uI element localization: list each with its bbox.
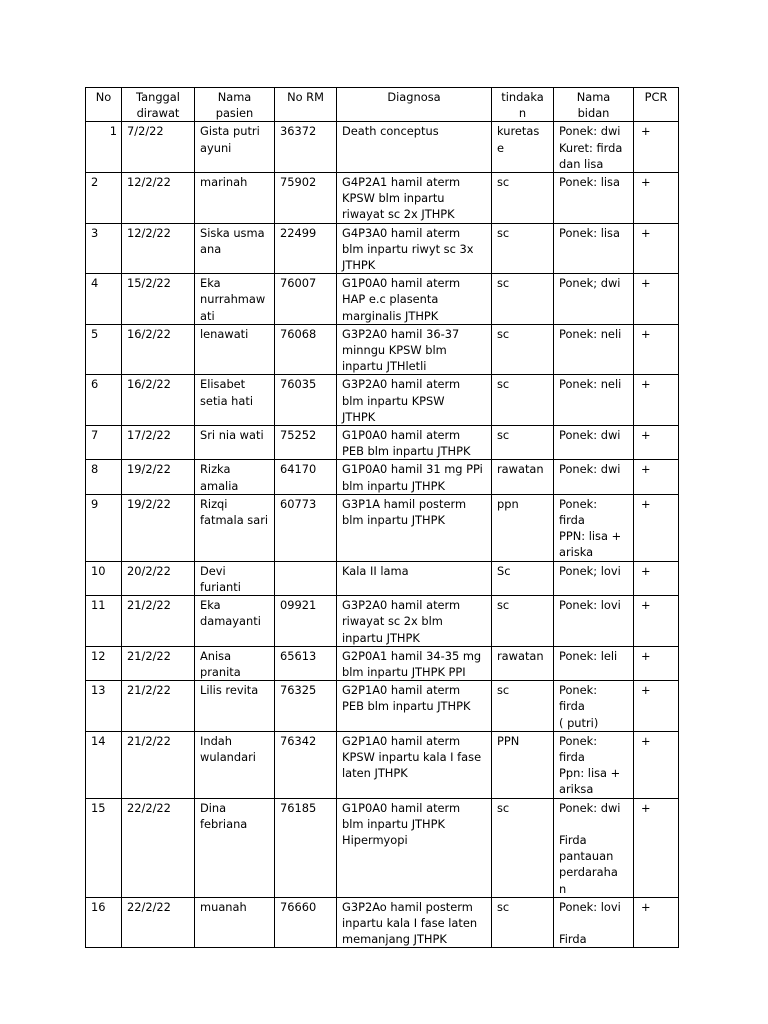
cell-nama-pasien: Rizka amalia	[195, 460, 275, 494]
cell-nama-bidan: Ponek: firda PPN: lisa + ariska	[554, 494, 634, 561]
table-row	[86, 223, 679, 274]
cell-no: 8	[86, 460, 122, 494]
cell-tanggal: 16/2/22	[122, 375, 195, 426]
cell-tanggal: 7/2/22	[122, 122, 195, 173]
cell-tindakan: sc	[492, 223, 554, 274]
cell-pcr: +	[634, 375, 679, 426]
cell-nama-bidan: Ponek: dwi	[554, 460, 634, 494]
cell-no-rm: 75902	[275, 173, 337, 224]
table-row	[86, 897, 679, 948]
cell-tanggal: 21/2/22	[122, 731, 195, 798]
cell-nama-pasien: Lilis revita	[195, 681, 275, 732]
header-row	[86, 88, 679, 122]
table-row	[86, 494, 679, 561]
cell-tindakan: sc	[492, 681, 554, 732]
cell-nama-pasien: Sri nia wati	[195, 426, 275, 460]
cell-pcr: +	[634, 274, 679, 325]
cell-no: 15	[86, 798, 122, 897]
cell-tindakan: sc	[492, 798, 554, 897]
cell-diagnosa: G3P2A0 hamil 36-37 minngu KPSW blm inpartu JTHletli	[337, 324, 492, 375]
cell-tindakan: kuretas e	[492, 122, 554, 173]
cell-nama-bidan: Ponek: lisa	[554, 173, 634, 224]
cell-pcr: +	[634, 223, 679, 274]
cell-no-rm: 36372	[275, 122, 337, 173]
cell-no: 2	[86, 173, 122, 224]
table-row	[86, 731, 679, 798]
cell-tanggal: 22/2/22	[122, 897, 195, 948]
cell-nama-pasien: marinah	[195, 173, 275, 224]
cell-tanggal: 19/2/22	[122, 494, 195, 561]
cell-no-rm: 76007	[275, 274, 337, 325]
cell-nama-bidan: Ponek; lovi	[554, 561, 634, 595]
table-row	[86, 460, 679, 494]
cell-tindakan: sc	[492, 426, 554, 460]
header-nama-pasien: Nama pasien	[195, 88, 275, 122]
cell-tindakan: Sc	[492, 561, 554, 595]
cell-pcr: +	[634, 426, 679, 460]
cell-diagnosa: G1P0A0 hamil aterm blm inpartu JTHPK Hipermyopi	[337, 798, 492, 897]
cell-diagnosa: G1P0A0 hamil 31 mg PPi blm inpartu JTHPK	[337, 460, 492, 494]
cell-tanggal: 16/2/22	[122, 324, 195, 375]
cell-nama-bidan: Ponek: dwi Firda pantauan perdaraha n	[554, 798, 634, 897]
cell-pcr: +	[634, 173, 679, 224]
cell-no: 14	[86, 731, 122, 798]
cell-pcr: +	[634, 324, 679, 375]
cell-no: 5	[86, 324, 122, 375]
cell-tindakan: rawatan	[492, 460, 554, 494]
cell-no-rm: 65613	[275, 646, 337, 680]
cell-nama-bidan: Ponek: neli	[554, 375, 634, 426]
cell-no: 13	[86, 681, 122, 732]
cell-nama-pasien: Gista putri ayuni	[195, 122, 275, 173]
table-body	[86, 122, 679, 948]
cell-pcr: +	[634, 897, 679, 948]
cell-no-rm: 76185	[275, 798, 337, 897]
cell-tanggal: 21/2/22	[122, 646, 195, 680]
header-no-rm: No RM	[275, 88, 337, 122]
cell-nama-bidan: Ponek: lovi	[554, 596, 634, 647]
cell-no-rm: 76342	[275, 731, 337, 798]
table-row	[86, 596, 679, 647]
cell-nama-pasien: Anisa pranita	[195, 646, 275, 680]
cell-tindakan: sc	[492, 173, 554, 224]
table-row	[86, 681, 679, 732]
table-row	[86, 426, 679, 460]
cell-no: 12	[86, 646, 122, 680]
cell-no-rm: 75252	[275, 426, 337, 460]
cell-pcr: +	[634, 561, 679, 595]
table-row	[86, 122, 679, 173]
table-row	[86, 646, 679, 680]
cell-nama-pasien: Indah wulandari	[195, 731, 275, 798]
cell-no-rm: 09921	[275, 596, 337, 647]
header-diagnosa: Diagnosa	[337, 88, 492, 122]
cell-nama-pasien: Devi furianti	[195, 561, 275, 595]
cell-no: 6	[86, 375, 122, 426]
cell-pcr: +	[634, 731, 679, 798]
cell-no: 11	[86, 596, 122, 647]
cell-no-rm: 22499	[275, 223, 337, 274]
cell-no: 10	[86, 561, 122, 595]
cell-nama-bidan: Ponek: lisa	[554, 223, 634, 274]
cell-nama-bidan: Ponek: lovi Firda	[554, 897, 634, 948]
cell-diagnosa: G4P2A1 hamil aterm KPSW blm inpartu riwayat sc 2x JTHPK	[337, 173, 492, 224]
cell-tindakan: rawatan	[492, 646, 554, 680]
cell-tindakan: sc	[492, 596, 554, 647]
table-row	[86, 561, 679, 595]
cell-nama-pasien: lenawati	[195, 324, 275, 375]
header-no: No	[86, 88, 122, 122]
table-row	[86, 324, 679, 375]
cell-no: 1	[86, 122, 122, 173]
cell-tanggal: 12/2/22	[122, 223, 195, 274]
cell-no-rm: 76660	[275, 897, 337, 948]
cell-no: 7	[86, 426, 122, 460]
cell-tindakan: ppn	[492, 494, 554, 561]
cell-pcr: +	[634, 494, 679, 561]
cell-no-rm: 60773	[275, 494, 337, 561]
patient-table	[85, 87, 679, 948]
cell-tanggal: 17/2/22	[122, 426, 195, 460]
cell-pcr: +	[634, 681, 679, 732]
table-row	[86, 375, 679, 426]
table-row	[86, 274, 679, 325]
cell-no: 4	[86, 274, 122, 325]
cell-tanggal: 21/2/22	[122, 596, 195, 647]
cell-nama-pasien: Rizqi fatmala sari	[195, 494, 275, 561]
cell-nama-pasien: Elisabet setia hati	[195, 375, 275, 426]
table-row	[86, 173, 679, 224]
cell-nama-pasien: Dina febriana	[195, 798, 275, 897]
cell-nama-bidan: Ponek: firda Ppn: lisa + ariksa	[554, 731, 634, 798]
cell-diagnosa: Kala II lama	[337, 561, 492, 595]
cell-no-rm: 76035	[275, 375, 337, 426]
header-tanggal: Tanggal dirawat	[122, 88, 195, 122]
cell-tindakan: PPN	[492, 731, 554, 798]
cell-tindakan: sc	[492, 375, 554, 426]
cell-tanggal: 20/2/22	[122, 561, 195, 595]
cell-pcr: +	[634, 460, 679, 494]
cell-diagnosa: G4P3A0 hamil aterm blm inpartu riwyt sc 3x JTHPK	[337, 223, 492, 274]
cell-pcr: +	[634, 646, 679, 680]
cell-diagnosa: G2P1A0 hamil aterm KPSW inpartu kala I fase laten JTHPK	[337, 731, 492, 798]
cell-tanggal: 21/2/22	[122, 681, 195, 732]
cell-tanggal: 22/2/22	[122, 798, 195, 897]
cell-diagnosa: G2P1A0 hamil aterm PEB blm inpartu JTHPK	[337, 681, 492, 732]
cell-diagnosa: G1P0A0 hamil aterm PEB blm inpartu JTHPK	[337, 426, 492, 460]
cell-nama-pasien: muanah	[195, 897, 275, 948]
cell-pcr: +	[634, 122, 679, 173]
header-nama-bidan: Nama bidan	[554, 88, 634, 122]
cell-nama-bidan: Ponek: firda ( putri)	[554, 681, 634, 732]
cell-diagnosa: G3P1A hamil posterm blm inpartu JTHPK	[337, 494, 492, 561]
cell-no: 3	[86, 223, 122, 274]
cell-diagnosa: G2P0A1 hamil 34-35 mg blm inpartu JTHPK PPI	[337, 646, 492, 680]
cell-tindakan: sc	[492, 897, 554, 948]
cell-no-rm: 64170	[275, 460, 337, 494]
cell-no: 9	[86, 494, 122, 561]
cell-nama-bidan: Ponek: dwi Kuret: firda dan lisa	[554, 122, 634, 173]
cell-diagnosa: G3P2Ao hamil posterm inpartu kala I fase laten memanjang JTHPK	[337, 897, 492, 948]
cell-diagnosa: G3P2A0 hamil aterm riwayat sc 2x blm inpartu JTHPK	[337, 596, 492, 647]
cell-pcr: +	[634, 596, 679, 647]
header-tindakan: tindaka n	[492, 88, 554, 122]
cell-nama-bidan: Ponek: neli	[554, 324, 634, 375]
cell-nama-pasien: Eka damayanti	[195, 596, 275, 647]
cell-nama-bidan: Ponek; dwi	[554, 274, 634, 325]
cell-diagnosa: Death conceptus	[337, 122, 492, 173]
cell-tanggal: 12/2/22	[122, 173, 195, 224]
cell-diagnosa: G3P2A0 hamil aterm blm inpartu KPSW JTHPK	[337, 375, 492, 426]
cell-nama-pasien: Eka nurrahmaw ati	[195, 274, 275, 325]
cell-tindakan: sc	[492, 324, 554, 375]
cell-no: 16	[86, 897, 122, 948]
cell-no-rm	[275, 561, 337, 595]
cell-pcr: +	[634, 798, 679, 897]
cell-tindakan: sc	[492, 274, 554, 325]
header-pcr: PCR	[634, 88, 679, 122]
cell-no-rm: 76068	[275, 324, 337, 375]
cell-diagnosa: G1P0A0 hamil aterm HAP e.c plasenta marginalis JTHPK	[337, 274, 492, 325]
cell-tanggal: 19/2/22	[122, 460, 195, 494]
cell-nama-bidan: Ponek: dwi	[554, 426, 634, 460]
table-row	[86, 798, 679, 897]
cell-nama-pasien: Siska usma ana	[195, 223, 275, 274]
cell-no-rm: 76325	[275, 681, 337, 732]
cell-nama-bidan: Ponek: leli	[554, 646, 634, 680]
cell-tanggal: 15/2/22	[122, 274, 195, 325]
